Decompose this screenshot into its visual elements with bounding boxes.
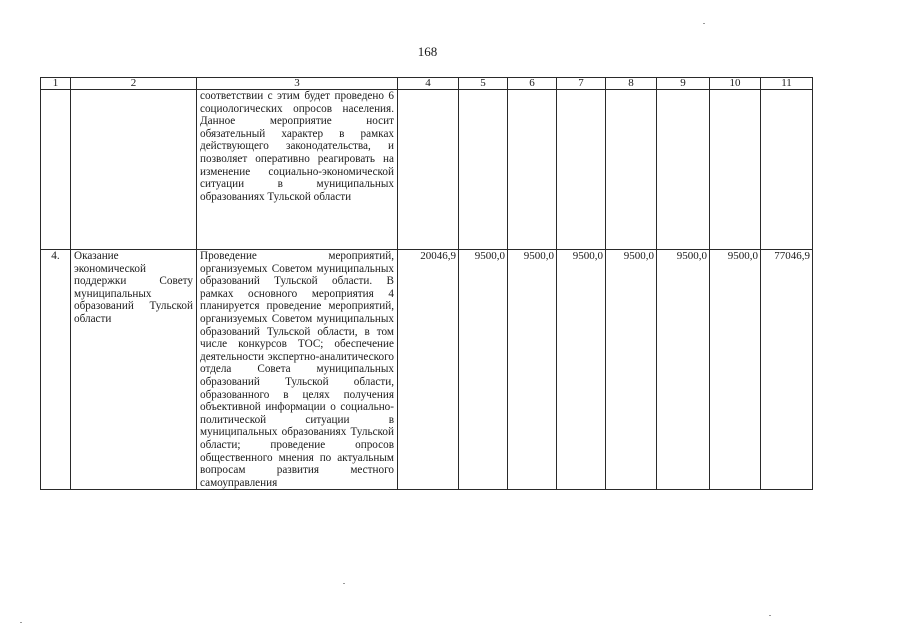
table-row xyxy=(41,250,813,490)
header-cell: 8 xyxy=(606,78,657,90)
page-number: 168 xyxy=(417,44,438,59)
continuation-row xyxy=(41,90,813,250)
header-cell: 10 xyxy=(710,78,761,90)
header-cell: 9 xyxy=(657,78,710,90)
header-cell: 2 xyxy=(71,78,197,90)
empty-cell xyxy=(606,90,657,250)
header-cell: 6 xyxy=(508,78,557,90)
value-cell: 9500,0 xyxy=(606,250,657,490)
value-cell: 77046,9 xyxy=(761,250,813,490)
value-cell: 9500,0 xyxy=(459,250,508,490)
value-cell: 9500,0 xyxy=(657,250,710,490)
value-cell: 9500,0 xyxy=(557,250,606,490)
program-table xyxy=(40,77,813,490)
header-row xyxy=(41,78,813,90)
activity-name: Оказание экономической поддержки Совету муниципальных образований Тульской области xyxy=(71,250,197,490)
empty-cell xyxy=(710,90,761,250)
value-cell: 9500,0 xyxy=(710,250,761,490)
header-cell: 4 xyxy=(398,78,459,90)
activity-description: Проведение мероприятий, организуемых Советом муниципальных образований Тульской области. В рамках основного мероприятия 4 планируется проведение мероприятий, организуемых Советом муниципальных образований Тульской области, в том числе конкурсов ТОС; обеспечение деятельности экспертно-аналитического отдела Совета муниципальных образований Тульской области, образованного в целях получения объективной информации о социально-политической ситуации в муниципальных образованиях Тульской области; проведение опросов общественного мнения по актуальным вопросам развития местного самоуправления xyxy=(197,250,398,490)
empty-cell xyxy=(459,90,508,250)
header-cell: 11 xyxy=(761,78,813,90)
empty-cell xyxy=(41,90,71,250)
empty-cell xyxy=(557,90,606,250)
continuation-description: соответствии с этим будет проведено 6 социологических опросов населения. Данное мероприятие носит обязательный характер в рамках действующего законодательства, и позволяет оперативно реагировать на изменение социально-экономической ситуации в муниципальных образованиях Тульской области xyxy=(197,90,398,250)
scan-speck xyxy=(769,615,771,616)
value-cell: 9500,0 xyxy=(508,250,557,490)
empty-cell xyxy=(508,90,557,250)
empty-cell xyxy=(657,90,710,250)
scan-speck xyxy=(343,583,345,584)
header-cell: 3 xyxy=(197,78,398,90)
scan-speck xyxy=(703,23,705,24)
scan-speck xyxy=(20,622,22,623)
header-cell: 5 xyxy=(459,78,508,90)
row-number: 4. xyxy=(41,250,71,490)
empty-cell xyxy=(398,90,459,250)
header-cell: 1 xyxy=(41,78,71,90)
value-cell: 20046,9 xyxy=(398,250,459,490)
empty-cell xyxy=(761,90,813,250)
header-cell: 7 xyxy=(557,78,606,90)
empty-cell xyxy=(71,90,197,250)
